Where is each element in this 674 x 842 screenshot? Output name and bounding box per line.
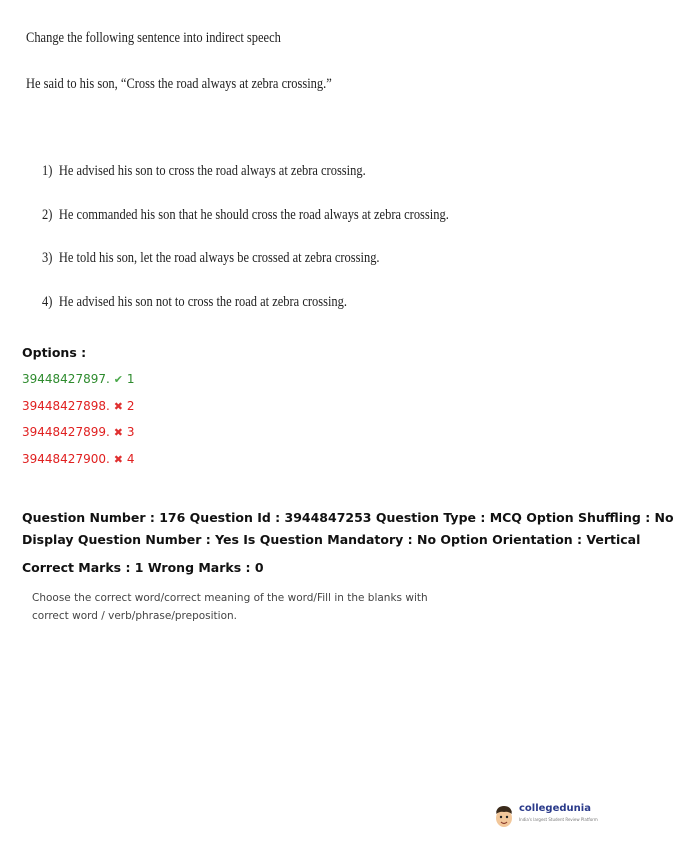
logo-name: collegedunia: [519, 803, 591, 814]
cross-icon: ✖: [113, 400, 124, 413]
option-id: 39448427899.: [22, 425, 110, 439]
choice-text: He advised his son to cross the road always at zebra crossing.: [58, 163, 366, 179]
cross-icon: ✖: [113, 426, 124, 439]
option-row-1: [22, 372, 134, 386]
option-id: 39448427900.: [22, 452, 110, 466]
option-number: 3: [126, 425, 135, 439]
check-icon: ✔: [113, 373, 124, 386]
choice-number: 4): [42, 294, 53, 310]
choice-text: He commanded his son that he should cross the road always at zebra crossing.: [58, 207, 449, 223]
option-id: 39448427898.: [22, 399, 110, 413]
option-row-4: [22, 452, 134, 466]
choice-3: [42, 250, 380, 267]
choice-text: He advised his son not to cross the road at zebra crossing.: [58, 294, 348, 310]
choice-number: 1): [42, 163, 53, 179]
question-sentence: He said to his son, “Cross the road always at zebra crossing.”: [26, 76, 332, 92]
choice-number: 2): [42, 207, 53, 223]
option-id: 39448427897.: [22, 372, 110, 386]
choice-4: [42, 294, 347, 311]
option-row-3: [22, 425, 134, 439]
option-row-2: [22, 399, 134, 413]
option-number: 2: [126, 399, 135, 413]
option-number: 4: [126, 452, 135, 466]
collegedunia-logo: [492, 800, 598, 834]
question-meta-line-1: Question Number : 176 Question Id : 3944847253 Question Type : MCQ Option Shuffling : No: [22, 510, 674, 525]
logo-tagline: India's largest Student Review Platform: [519, 817, 598, 822]
question-marks: Correct Marks : 1 Wrong Marks : 0: [22, 560, 264, 575]
choice-number: 3): [42, 250, 53, 266]
choice-1: [42, 163, 366, 180]
next-question-text: Choose the correct word/correct meaning of the word/Fill in the blanks with correct word / verb/phrase/preposition.: [32, 592, 428, 622]
mascot-icon: [492, 804, 516, 830]
options-heading: Options :: [22, 345, 87, 360]
choice-2: [42, 207, 449, 224]
option-number: 1: [126, 372, 135, 386]
question-meta-line-2: Display Question Number : Yes Is Question Mandatory : No Option Orientation : Vertical: [22, 532, 641, 547]
question-instruction: Change the following sentence into indirect speech: [26, 30, 281, 46]
cross-icon: ✖: [113, 453, 124, 466]
choice-text: He told his son, let the road always be crossed at zebra crossing.: [58, 250, 380, 266]
